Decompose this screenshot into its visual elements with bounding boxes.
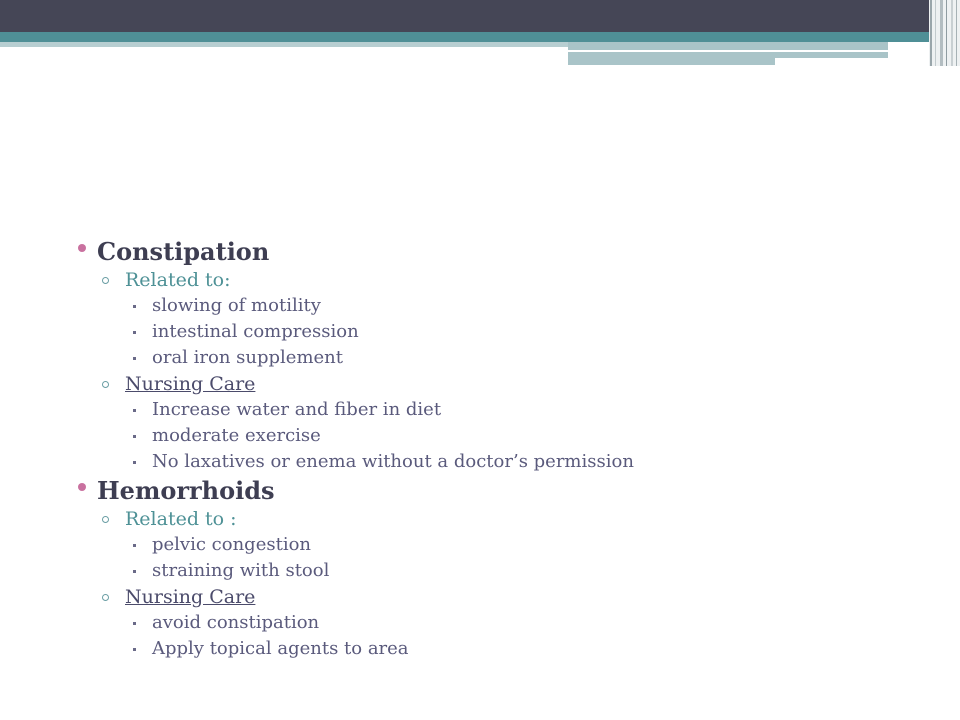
list-item-text: straining with stool — [152, 560, 330, 581]
corner-stripe — [956, 0, 957, 66]
filled-circle-bullet-icon — [78, 244, 86, 252]
subtopic-heading: Related to: — [125, 269, 231, 291]
small-square-bullet-icon — [133, 435, 136, 438]
topic-title: Constipation — [97, 237, 270, 266]
header-teal-band — [0, 32, 934, 42]
list-item-text: pelvic congestion — [152, 534, 312, 555]
list-item-text: Apply topical agents to area — [152, 638, 409, 659]
list-item — [0, 345, 960, 371]
list-item-text: avoid constipation — [152, 612, 320, 633]
hollow-circle-bullet-icon — [102, 594, 109, 601]
corner-stripe — [930, 0, 932, 66]
subtopic-heading: Nursing Care — [125, 373, 256, 395]
list-item — [0, 532, 960, 558]
subtopic-heading: Nursing Care — [125, 586, 256, 608]
list-item-text: Increase water and fiber in diet — [152, 399, 442, 420]
list-item-text: intestinal compression — [152, 321, 359, 342]
list-item-text: oral iron supplement — [152, 347, 343, 368]
small-square-bullet-icon — [133, 305, 136, 308]
small-square-bullet-icon — [133, 331, 136, 334]
list-item — [0, 449, 960, 475]
header-light-band — [0, 42, 568, 47]
list-item — [0, 423, 960, 449]
subtopic-nursing-care — [0, 584, 960, 610]
slide-body — [0, 236, 960, 662]
list-item — [0, 636, 960, 662]
topic-title: Hemorrhoids — [97, 476, 275, 505]
topic-constipation — [0, 236, 960, 267]
small-square-bullet-icon — [133, 570, 136, 573]
small-square-bullet-icon — [133, 544, 136, 547]
list-item-text: No laxatives or enema without a doctor’s permission — [152, 451, 634, 472]
corner-stripe — [946, 0, 947, 66]
list-item — [0, 293, 960, 319]
subtopic-related-to — [0, 267, 960, 293]
corner-stripe — [935, 0, 936, 66]
list-item — [0, 319, 960, 345]
corner-stripe — [951, 0, 953, 66]
subtopic-heading: Related to : — [125, 508, 237, 530]
hollow-circle-bullet-icon — [102, 277, 109, 284]
hollow-circle-bullet-icon — [102, 516, 109, 523]
list-item-text: moderate exercise — [152, 425, 321, 446]
header-dark-band — [0, 0, 929, 32]
small-square-bullet-icon — [133, 357, 136, 360]
list-item-text: slowing of motility — [152, 295, 321, 316]
list-item — [0, 558, 960, 584]
small-square-bullet-icon — [133, 409, 136, 412]
header-corner-stripes — [929, 0, 960, 66]
header-accent-box — [568, 42, 888, 58]
header-accent-line — [568, 50, 888, 52]
hollow-circle-bullet-icon — [102, 381, 109, 388]
small-square-bullet-icon — [133, 622, 136, 625]
header-accent-box-lower — [568, 58, 775, 65]
small-square-bullet-icon — [133, 648, 136, 651]
filled-circle-bullet-icon — [78, 483, 86, 491]
header-accent-line-lower — [775, 60, 888, 62]
subtopic-nursing-care — [0, 371, 960, 397]
subtopic-related-to — [0, 506, 960, 532]
corner-stripe — [940, 0, 943, 66]
list-item — [0, 397, 960, 423]
list-item — [0, 610, 960, 636]
topic-hemorrhoids — [0, 475, 960, 506]
small-square-bullet-icon — [133, 461, 136, 464]
